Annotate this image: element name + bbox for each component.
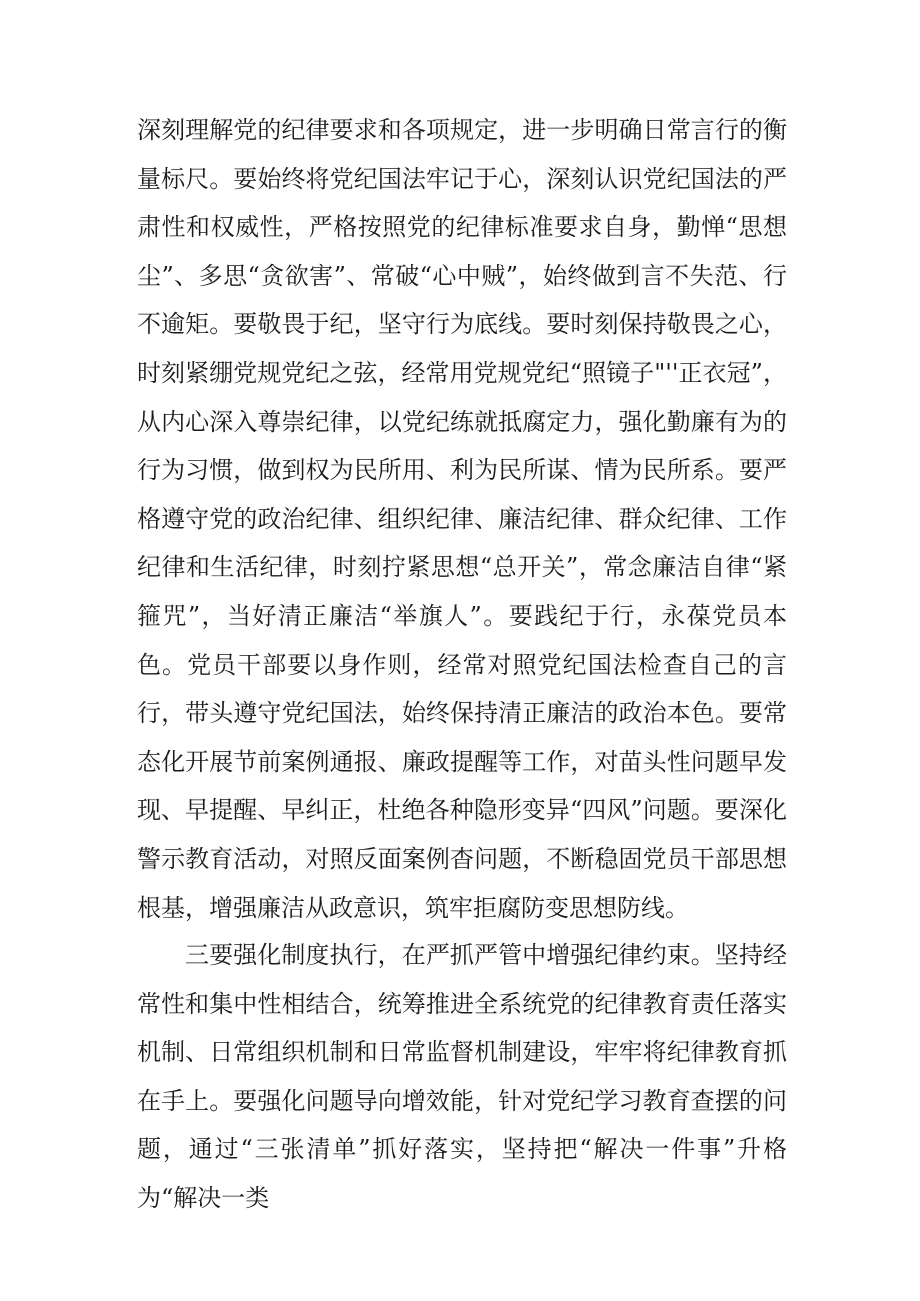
body-paragraph-third-point: 三要强化制度执行，在严抓严管中增强纪律约束。坚持经常性和集中性相结合，统筹推进全系统党的纪律教育责任落实机制、日常组织机制和日常监督机制建设，牢牢将纪律教育抓在手上。要强化问题导向增效能，针对党纪学习教育查摆的问题，通过“三张清单”抓好落实，坚持把“解决一件事”升格为“解决一类 (137, 941, 787, 1212)
body-paragraph-continued: 深刻理解党的纪律要求和各项规定，进一步明确日常言行的衡量标尺。要始终将党纪国法牢记于心，深刻认识党纪国法的严肃性和权威性，严格按照党的纪律标准要求自身，勤惮“思想尘”、多思“贪欲害”、常破“心中贼”，始终做到言不失范、行不逾矩。要敬畏于纪，坚守行为底线。要时刻保持敬畏之心，时刻紧绷党规党纪之弦，经常用党规党纪“照镜子"''正衣冠”，从内心深入尊崇纪律，以党纪练就抵腐定力，强化勤廉有为的行为习惯，做到权为民所用、利为民所谋、情为民所系。要严格遵守党的政治纪律、组织纪律、廉洁纪律、群众纪律、工作纪律和生活纪律，时刻拧紧思想“总开关”，常念廉洁自律“紧箍咒”，当好清正廉洁“举旗人”。要践纪于行，永葆党员本色。党员干部要以身作则，经常对照党纪国法检查自己的言行，带头遵守党纪国法，始终保持清正廉洁的政治本色。要常态化开展节前案例通报、廉政提醒等工作，对苗头性问题早发现、早提醒、早纠正，杜绝各种隐形变异“四风”问题。要深化警示教育活动，对照反面案例杳问题，不断稳固党员干部思想根基，增强廉洁从政意识，筑牢拒腐防变思想防线。 (137, 116, 787, 922)
